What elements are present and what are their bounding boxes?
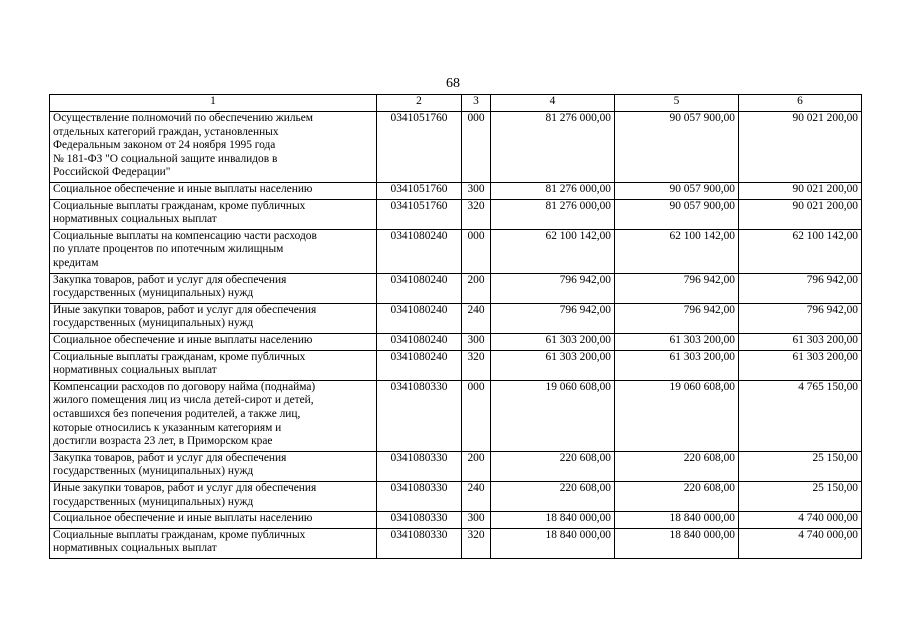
row-name-cell: Закупка товаров, работ и услуг для обеспечения государственных (муниципальных) нужд xyxy=(50,451,377,481)
row-name-cell: Социальные выплаты на компенсацию части расходов по уплате процентов по ипотечным жилищным кредитам xyxy=(50,229,377,273)
row-amount-year1-cell: 81 276 000,00 xyxy=(491,112,615,183)
row-code-cell: 0341051760 xyxy=(377,112,462,183)
column-header-year2: 5 xyxy=(615,95,739,112)
row-code-cell: 0341080240 xyxy=(377,229,462,273)
row-code-cell: 0341080330 xyxy=(377,481,462,511)
row-amount-year2-cell: 796 942,00 xyxy=(615,273,739,303)
row-type-cell: 320 xyxy=(462,199,491,229)
row-name-cell: Иные закупки товаров, работ и услуг для обеспечения государственных (муниципальных) нужд xyxy=(50,303,377,333)
row-code-cell: 0341080240 xyxy=(377,333,462,350)
row-name-cell: Осуществление полномочий по обеспечению жильем отдельных категорий граждан, установленных Федеральным законом от 24 ноября 1995 года № 181-ФЗ "О социальной защите инвалидов в Российской Федерации" xyxy=(50,112,377,183)
table-row xyxy=(50,512,862,529)
table-row xyxy=(50,273,862,303)
row-amount-year1-cell: 796 942,00 xyxy=(491,273,615,303)
row-amount-year3-cell: 90 021 200,00 xyxy=(739,199,862,229)
row-code-cell: 0341080240 xyxy=(377,303,462,333)
row-code-cell: 0341080330 xyxy=(377,451,462,481)
row-amount-year1-cell: 796 942,00 xyxy=(491,303,615,333)
row-amount-year2-cell: 18 840 000,00 xyxy=(615,512,739,529)
row-amount-year2-cell: 796 942,00 xyxy=(615,303,739,333)
row-code-cell: 0341051760 xyxy=(377,199,462,229)
row-type-cell: 000 xyxy=(462,229,491,273)
row-amount-year2-cell: 90 057 900,00 xyxy=(615,112,739,183)
row-amount-year2-cell: 61 303 200,00 xyxy=(615,333,739,350)
page-number: 68 xyxy=(446,76,460,91)
table-row xyxy=(50,333,862,350)
row-amount-year2-cell: 90 057 900,00 xyxy=(615,199,739,229)
row-amount-year1-cell: 220 608,00 xyxy=(491,481,615,511)
table-row xyxy=(50,528,862,558)
row-amount-year3-cell: 796 942,00 xyxy=(739,303,862,333)
table-row xyxy=(50,380,862,451)
row-code-cell: 0341080330 xyxy=(377,380,462,451)
row-amount-year1-cell: 220 608,00 xyxy=(491,451,615,481)
row-amount-year1-cell: 61 303 200,00 xyxy=(491,350,615,380)
row-amount-year3-cell: 25 150,00 xyxy=(739,481,862,511)
row-amount-year3-cell: 25 150,00 xyxy=(739,451,862,481)
row-amount-year1-cell: 81 276 000,00 xyxy=(491,183,615,200)
column-header-year3: 6 xyxy=(739,95,862,112)
row-code-cell: 0341080330 xyxy=(377,512,462,529)
row-type-cell: 300 xyxy=(462,512,491,529)
row-amount-year3-cell: 61 303 200,00 xyxy=(739,333,862,350)
row-amount-year2-cell: 220 608,00 xyxy=(615,451,739,481)
row-amount-year1-cell: 81 276 000,00 xyxy=(491,199,615,229)
row-type-cell: 200 xyxy=(462,273,491,303)
row-amount-year3-cell: 4 765 150,00 xyxy=(739,380,862,451)
row-amount-year1-cell: 62 100 142,00 xyxy=(491,229,615,273)
row-amount-year3-cell: 4 740 000,00 xyxy=(739,528,862,558)
table-row xyxy=(50,183,862,200)
budget-table xyxy=(49,94,862,559)
row-amount-year1-cell: 18 840 000,00 xyxy=(491,528,615,558)
row-name-cell: Социальное обеспечение и иные выплаты населению xyxy=(50,183,377,200)
row-type-cell: 300 xyxy=(462,183,491,200)
table-row xyxy=(50,199,862,229)
row-name-cell: Социальные выплаты гражданам, кроме публичных нормативных социальных выплат xyxy=(50,528,377,558)
row-amount-year2-cell: 62 100 142,00 xyxy=(615,229,739,273)
row-type-cell: 240 xyxy=(462,303,491,333)
column-header-name: 1 xyxy=(50,95,377,112)
row-amount-year1-cell: 19 060 608,00 xyxy=(491,380,615,451)
row-amount-year3-cell: 90 021 200,00 xyxy=(739,183,862,200)
row-name-cell: Социальные выплаты гражданам, кроме публичных нормативных социальных выплат xyxy=(50,350,377,380)
row-name-cell: Социальное обеспечение и иные выплаты населению xyxy=(50,512,377,529)
row-name-cell: Социальные выплаты гражданам, кроме публичных нормативных социальных выплат xyxy=(50,199,377,229)
row-type-cell: 000 xyxy=(462,112,491,183)
row-amount-year3-cell: 796 942,00 xyxy=(739,273,862,303)
row-type-cell: 240 xyxy=(462,481,491,511)
table-row xyxy=(50,112,862,183)
table-header-row xyxy=(50,95,862,112)
row-amount-year3-cell: 62 100 142,00 xyxy=(739,229,862,273)
row-amount-year1-cell: 61 303 200,00 xyxy=(491,333,615,350)
row-amount-year1-cell: 18 840 000,00 xyxy=(491,512,615,529)
row-type-cell: 200 xyxy=(462,451,491,481)
column-header-type: 3 xyxy=(462,95,491,112)
row-type-cell: 320 xyxy=(462,350,491,380)
table-row xyxy=(50,303,862,333)
row-code-cell: 0341051760 xyxy=(377,183,462,200)
table-row xyxy=(50,451,862,481)
table-row xyxy=(50,350,862,380)
column-header-year1: 4 xyxy=(491,95,615,112)
row-amount-year2-cell: 19 060 608,00 xyxy=(615,380,739,451)
table-body xyxy=(50,112,862,559)
row-name-cell: Иные закупки товаров, работ и услуг для обеспечения государственных (муниципальных) нужд xyxy=(50,481,377,511)
row-amount-year3-cell: 61 303 200,00 xyxy=(739,350,862,380)
row-amount-year3-cell: 4 740 000,00 xyxy=(739,512,862,529)
row-type-cell: 320 xyxy=(462,528,491,558)
row-amount-year3-cell: 90 021 200,00 xyxy=(739,112,862,183)
row-amount-year2-cell: 18 840 000,00 xyxy=(615,528,739,558)
row-amount-year2-cell: 220 608,00 xyxy=(615,481,739,511)
row-amount-year2-cell: 61 303 200,00 xyxy=(615,350,739,380)
table-row xyxy=(50,481,862,511)
row-code-cell: 0341080330 xyxy=(377,528,462,558)
table-row xyxy=(50,229,862,273)
row-type-cell: 000 xyxy=(462,380,491,451)
row-name-cell: Компенсации расходов по договору найма (поднайма) жилого помещения лиц из числа детей-сирот и детей, оставшихся без попечения родителей, а также лиц, которые относились к указанным категориям и достигли возраста 23 лет, в Приморском крае xyxy=(50,380,377,451)
row-name-cell: Закупка товаров, работ и услуг для обеспечения государственных (муниципальных) нужд xyxy=(50,273,377,303)
row-code-cell: 0341080240 xyxy=(377,350,462,380)
row-amount-year2-cell: 90 057 900,00 xyxy=(615,183,739,200)
row-code-cell: 0341080240 xyxy=(377,273,462,303)
column-header-code: 2 xyxy=(377,95,462,112)
row-name-cell: Социальное обеспечение и иные выплаты населению xyxy=(50,333,377,350)
row-type-cell: 300 xyxy=(462,333,491,350)
